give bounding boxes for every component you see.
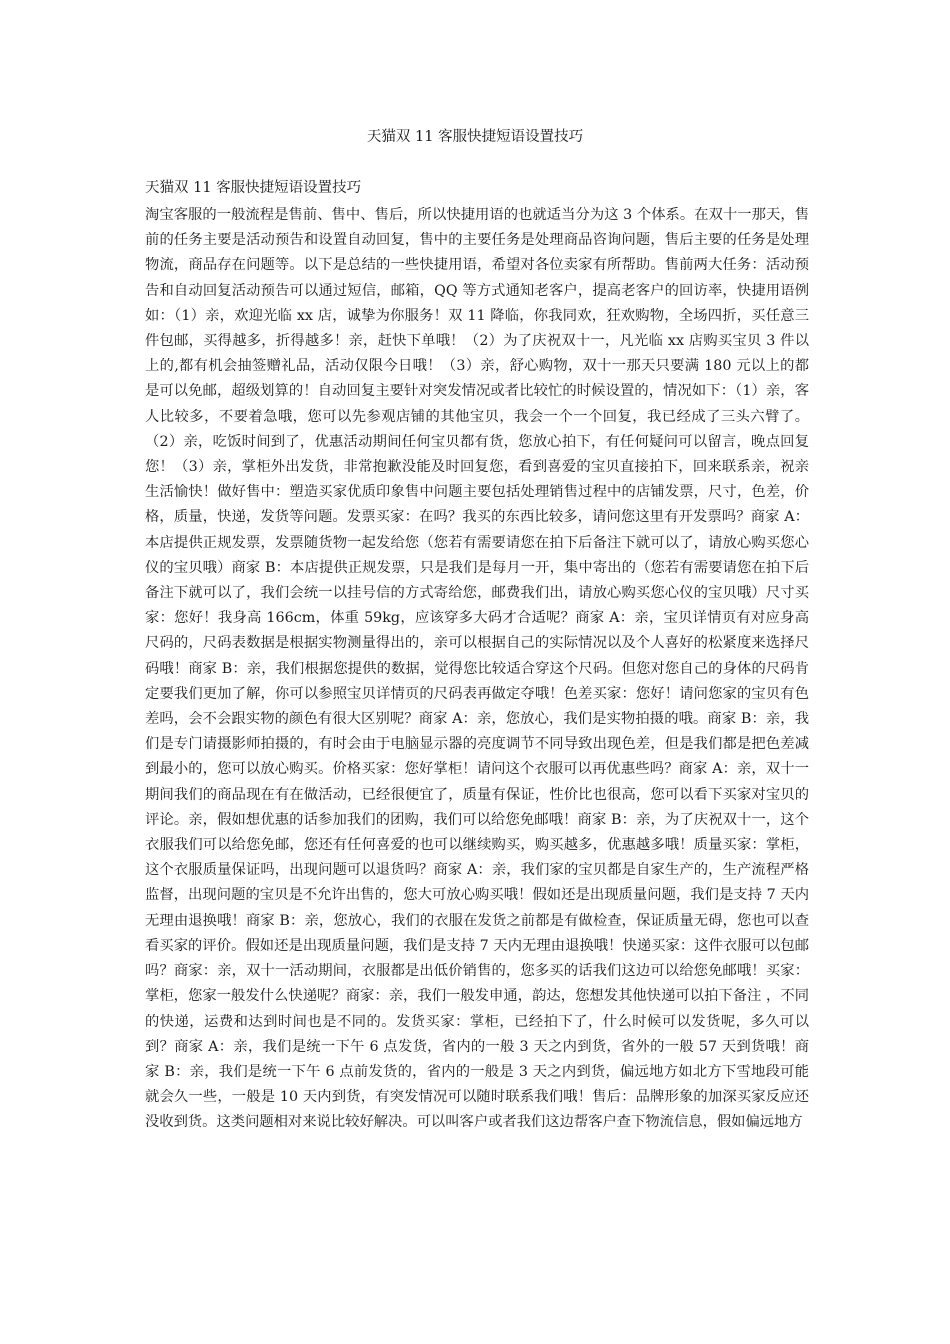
document-title: 天猫双 11 客服快捷短语设置技巧 [366,129,584,145]
document-subtitle: 天猫双 11 客服快捷短语设置技巧 [145,180,362,196]
document-body: 淘宝客服的一般流程是售前、售中、售后，所以快捷用语的也就适当分为这 3 个体系。在双十一那天，售前的任务主要是活动预告和设置自动回复，售中的主要任务是处理商品咨询问题，售后主要的任务是处理物流，商品存在问题等。以下是总结的一些快捷用语，希望对各位卖家有所帮助。售前两大任务：活动预告和自动回复活动预告可以通过短信，邮箱，QQ 等方式通知老客户，提高老客户的回访率，快捷用语例如：（1）亲，欢迎光临 xx 店，诚挚为你服务！双 11 降临，你我同欢，狂欢购物，全场四折，买任意三件包邮，买得越多，折得越多！亲，赶快下单哦！（2）为了庆祝双十一，凡光临 xx 店购买宝贝 3 件以上的,都有机会抽签赠礼品，活动仅限今日哦！（3）亲，舒心购物，双十一那天只要满 180 元以上的都是可以免邮，超级划算的！自动回复主要针对突发情况或者比较忙的时候设置的，情况如下：（1）亲，客人比较多，不要着急哦，您可以先参观店铺的其他宝贝，我会一个一个回复，我已经成了三头六臂了。（2）亲，吃饭时间到了，优惠活动期间任何宝贝都有货，您放心拍下，有任何疑问可以留言，晚点回复您！（3）亲，掌柜外出发货，非常抱歉没能及时回复您，看到喜爱的宝贝直接拍下，回来联系亲，祝亲生活愉快！做好售中：塑造买家优质印象售中问题主要包括处理销售过程中的店铺发票，尺寸，色差，价格，质量，快递，发货等问题。发票买家：在吗？我买的东西比较多，请问您这里有开发票吗？商家 A：本店提供正规发票，发票随货物一起发给您（您若有需要请您在拍下后备注下就可以了，请放心购买您心仪的宝贝哦）商家 B：本店提供正规发票，只是我们是每月一开，集中寄出的（您若有需要请您在拍下后备注下就可以了，我们会统一以挂号信的方式寄给您，邮费我们出，请放心购买您心仪的宝贝哦）尺寸买家：您好！我身高 166cm，体重 59kg，应该穿多大码才合适呢？商家 A：亲，宝贝详情页有对应身高尺码的，尺码表数据是根据实物测量得出的，亲可以根据自己的实际情况以及个人喜好的松紧度来选择尺码哦！商家 B：亲，我们根据您提供的数据，觉得您比较适合穿这个尺码。但您对您自己的身体的尺码肯定要我们更加了解，你可以参照宝贝详情页的尺码表再做定夺哦！色差买家：您好！请问您家的宝贝有色差吗，会不会跟实物的颜色有很大区别呢？商家 A：亲，您放心，我们是实物拍摄的哦。商家 B：亲，我们是专门请摄影师拍摄的，有时会由于电脑显示器的亮度调节不同导致出现色差，但是我们都是把色差减到最小的，您可以放心购买。价格买家：您好掌柜！请问这个衣服可以再优惠些吗？商家 A：亲，双十一期间我们的商品现在有在做活动，已经很便宜了，质量有保证，性价比也很高，您可以看下买家对宝贝的评论。亲，假如想优惠的话参加我们的团购，我们可以给您免邮哦！商家 B：亲，为了庆祝双十一，这个衣服我们可以给您免邮，您还有任何喜爱的也可以继续购买，购买越多，优惠越多哦！质量买家：掌柜，这个衣服质量保证吗，出现问题可以退货吗？商家 A：亲，我们家的宝贝都是自家生产的，生产流程严格监督，出现问题的宝贝是不允许出售的，您大可放心购买哦！假如还是出现质量问题，我们是支持 7 天内无理由退换哦！商家 B：亲，您放心，我们的衣服在发货之前都是有做检查，保证质量无碍，您也可以查看买家的评价。假如还是出现质量问题，我们是支持 7 天内无理由退换哦！快递买家：这件衣服可以包邮吗？商家：亲，双十一活动期间，衣服都是出低价销售的，您多买的话我们这边可以给您免邮哦！买家：掌柜，您家一般发什么快递呢？商家：亲，我们一般发申通，韵达，您想发其他快递可以拍下备注 ，不同的快递，运费和达到时间也是不同的。发货买家：掌柜，已经拍下了，什么时候可以发货呢，多久可以到？商家 A：亲，我们是统一下午 6 点发货，省内的一般 3 天之内到货，省外的一般 57 天到货哦！商家 B：亲，我们是统一下午 6 点前发货的，省内的一般是 3 天之内到货，偏远地方如北方下雪地段可能就会久一些，一般是 10 天内到货，有突发情况可以随时联系我们哦！售后：品牌形象的加深买家反应还没收到货。这类问题相对来说比较好解决。可以叫客户或者我们这边帮客户查下物流信息，假如偏远地方 [145,207,809,1131]
